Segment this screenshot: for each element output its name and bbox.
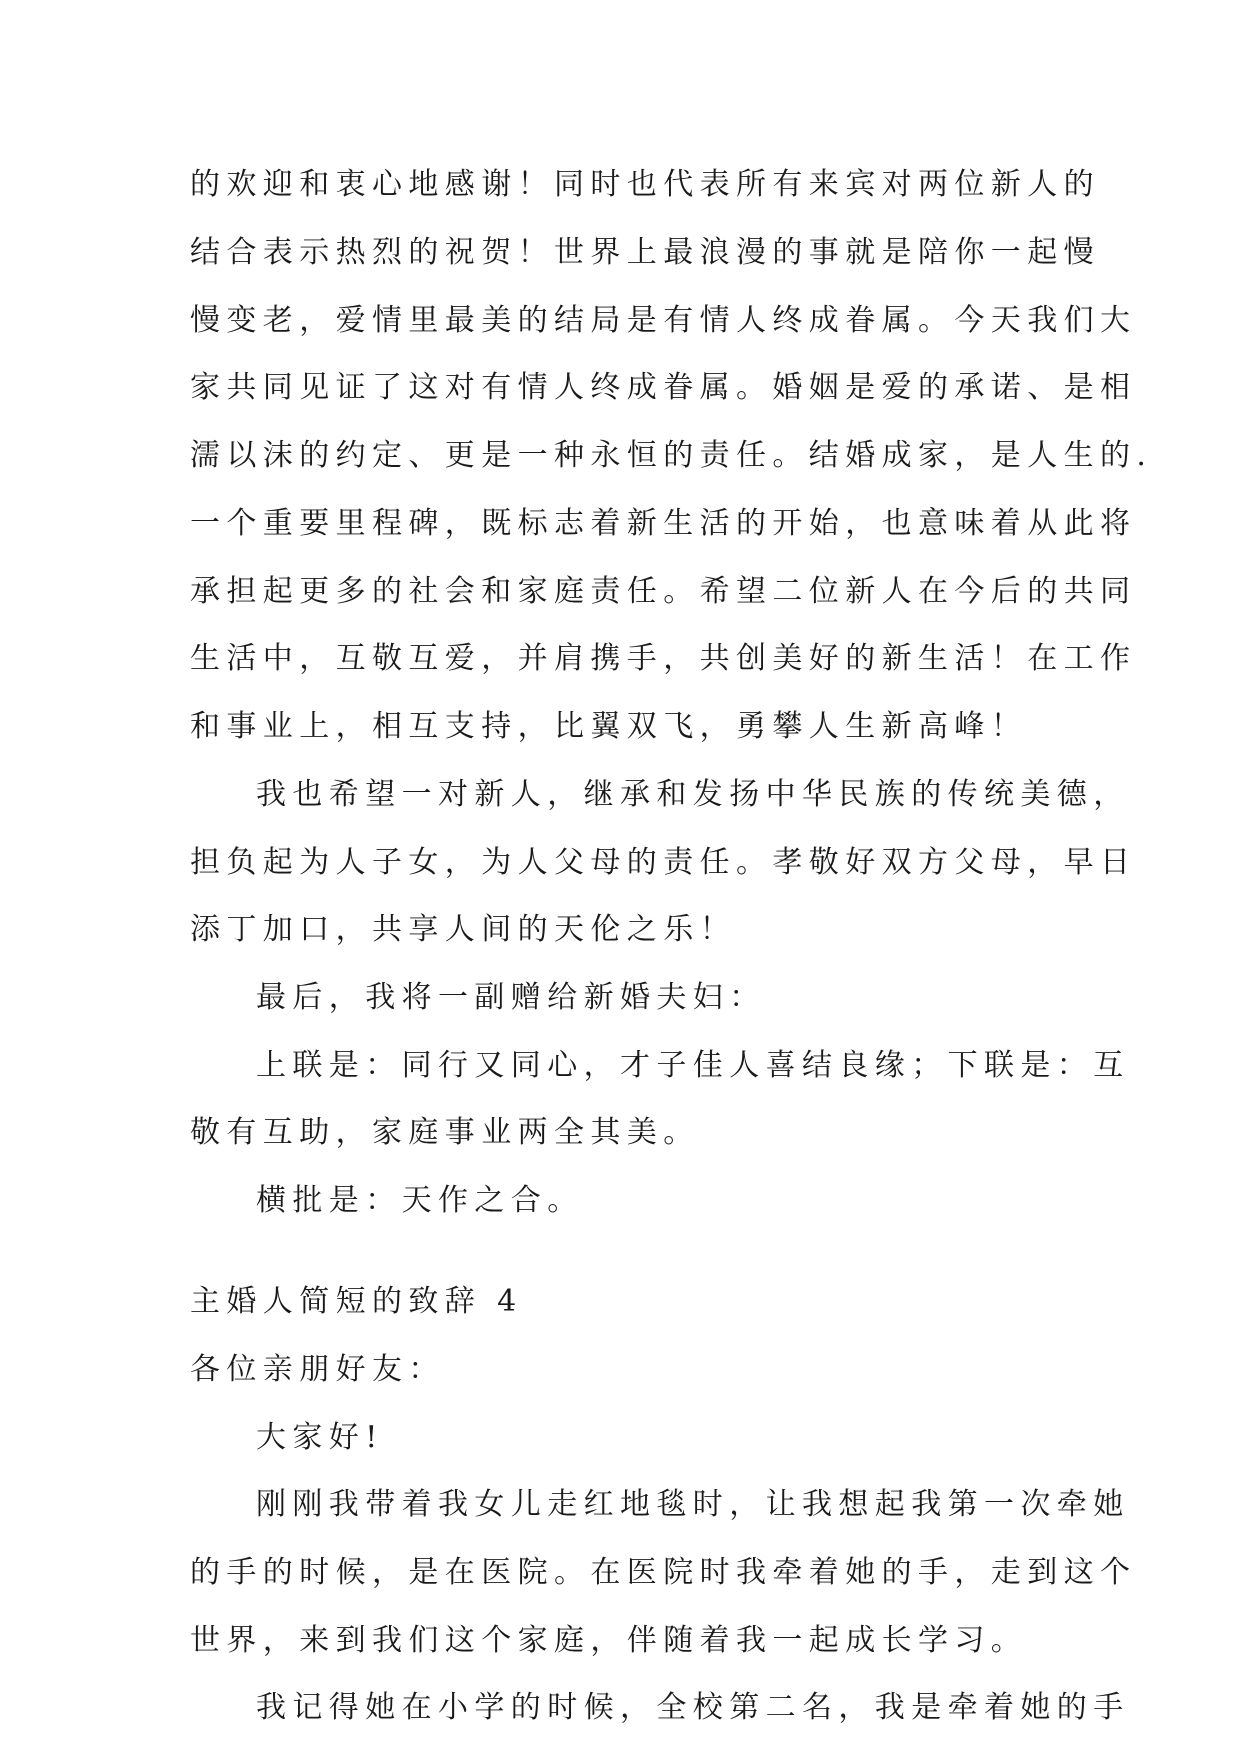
body-text-line: 和事业上，相互支持，比翼双飞，勇攀人生新高峰！	[190, 709, 1028, 744]
paragraph-start-line: 最后，我将一副赠给新婚夫妇：	[256, 980, 766, 1015]
paragraph-start-line: 横批是：天作之合。	[256, 1183, 584, 1218]
body-text-line: 世界，来到我们这个家庭，伴随着我一起成长学习。	[190, 1623, 1028, 1658]
body-text-line: 家共同见证了这对有情人终成眷属。婚姻是爱的承诺、是相	[190, 370, 1137, 405]
paragraph-start-line: 我也希望一对新人，继承和发扬中华民族的传统美德，	[256, 777, 1130, 812]
salutation-line: 各位亲朋好友：	[190, 1352, 445, 1387]
body-text-line: 担负起为人子女，为人父母的责任。孝敬好双方父母，早日	[190, 845, 1137, 880]
body-text-line: 濡以沫的约定、更是一种永恒的责任。结婚成家，是人生的.	[190, 438, 1153, 473]
paragraph-start-line: 刚刚我带着我女儿走红地毯时，让我想起我第一次牵她	[256, 1487, 1130, 1522]
body-text-line: 慢变老，爱情里最美的结局是有情人终成眷属。今天我们大	[190, 303, 1137, 338]
body-text-line: 承担起更多的社会和家庭责任。希望二位新人在今后的共同	[190, 574, 1137, 609]
greeting-line: 大家好!	[256, 1420, 384, 1455]
paragraph-start-line: 我记得她在小学的时候，全校第二名，我是牵着她的手	[256, 1690, 1130, 1725]
body-text-line: 的欢迎和衷心地感谢！同时也代表所有来宾对两位新人的	[190, 167, 1100, 202]
body-text-line: 添丁加口，共享人间的天伦之乐！	[190, 912, 736, 947]
body-text-line: 敬有互助，家庭事业两全其美。	[190, 1115, 700, 1150]
body-text-line: 结合表示热烈的祝贺！世界上最浪漫的事就是陪你一起慢	[190, 235, 1100, 270]
section-heading: 主婚人简短的致辞 4	[190, 1284, 523, 1319]
paragraph-start-line: 上联是：同行又同心，才子佳人喜结良缘；下联是：互	[256, 1048, 1130, 1083]
body-text-line: 生活中，互敬互爱，并肩携手，共创美好的新生活！在工作	[190, 641, 1137, 676]
body-text-line: 一个重要里程碑，既标志着新生活的开始，也意味着从此将	[190, 506, 1137, 541]
body-text-line: 的手的时候，是在医院。在医院时我牵着她的手，走到这个	[190, 1555, 1137, 1590]
